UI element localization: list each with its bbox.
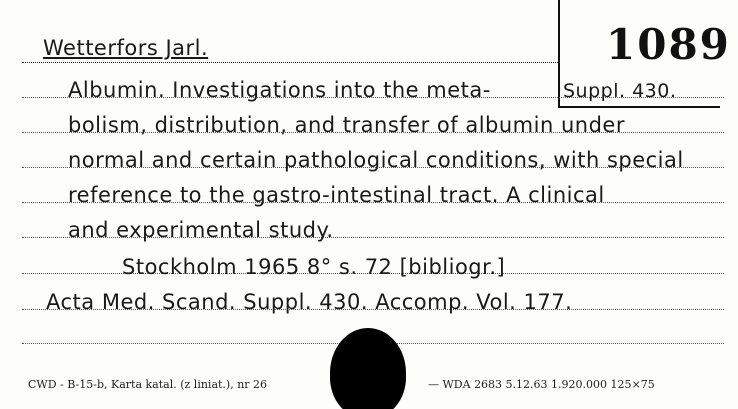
- catalog-number: 1089: [606, 20, 731, 69]
- footer-print-right: — WDA 2683 5.12.63 1.920.000 125×75: [428, 378, 655, 391]
- imprint-line: Stockholm 1965 8° s. 72 [bibliogr.]: [122, 255, 506, 279]
- series-line: Acta Med. Scand. Suppl. 430. Accomp. Vol. 177.: [46, 290, 573, 314]
- punch-hole: [330, 328, 406, 409]
- footer-print-left: CWD - B-15-b, Karta katal. (z liniat.), nr 26: [28, 378, 268, 391]
- vertical-divider: [558, 0, 560, 108]
- author-name: Wetterfors Jarl.: [43, 36, 209, 60]
- author-rule: [22, 62, 560, 63]
- title-line: Albumin. Investigations into the meta-: [68, 78, 491, 102]
- title-line: bolism, distribution, and transfer of albumin under: [68, 113, 625, 137]
- suppl-rule: [558, 106, 720, 108]
- title-line: reference to the gastro-intestinal tract. A clinical: [68, 183, 605, 207]
- title-line: normal and certain pathological conditions, with special: [68, 148, 684, 172]
- suppl-reference: Suppl. 430.: [563, 80, 677, 102]
- title-line: and experimental study.: [68, 218, 334, 242]
